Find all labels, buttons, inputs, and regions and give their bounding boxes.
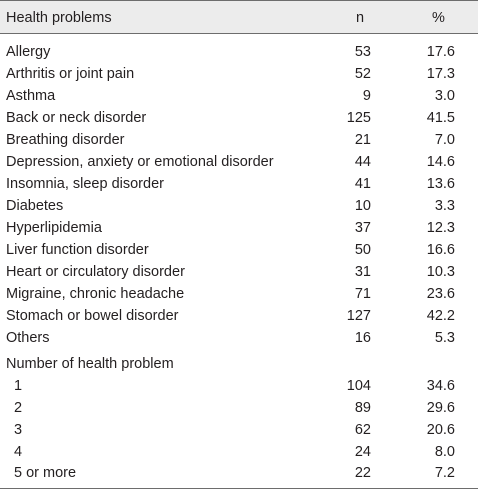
row-n: 104 bbox=[346, 378, 371, 394]
header-health-problems: Health problems bbox=[6, 10, 112, 26]
row-percent: 17.3 bbox=[426, 66, 455, 82]
row-n: 50 bbox=[354, 242, 371, 258]
row-percent: 7.0 bbox=[434, 132, 455, 148]
row-label: Breathing disorder bbox=[6, 132, 125, 148]
row-n: 21 bbox=[354, 132, 371, 148]
row-n: 53 bbox=[354, 44, 371, 60]
row-n: 31 bbox=[354, 264, 371, 280]
row-label: Others bbox=[6, 330, 50, 346]
row-n: 24 bbox=[354, 444, 371, 460]
row-percent: 16.6 bbox=[426, 242, 455, 258]
row-percent: 23.6 bbox=[426, 286, 455, 302]
row-label: Diabetes bbox=[6, 198, 64, 214]
table-header bbox=[0, 0, 478, 34]
row-percent: 20.6 bbox=[426, 422, 455, 438]
row-percent: 13.6 bbox=[426, 176, 455, 192]
row-percent: 12.3 bbox=[426, 220, 455, 236]
header-percent: % bbox=[432, 10, 445, 26]
row-percent: 8.0 bbox=[434, 444, 455, 460]
row-n: 9 bbox=[362, 88, 371, 104]
row-label: Stomach or bowel disorder bbox=[6, 308, 179, 324]
row-percent: 5.3 bbox=[434, 330, 455, 346]
row-n: 125 bbox=[346, 110, 371, 126]
row-label: 5 or more bbox=[14, 465, 77, 481]
row-n: 22 bbox=[354, 465, 371, 481]
row-label: 2 bbox=[14, 400, 23, 416]
row-percent: 14.6 bbox=[426, 154, 455, 170]
row-label: Insomnia, sleep disorder bbox=[6, 176, 164, 192]
row-percent: 3.0 bbox=[434, 88, 455, 104]
row-label: 1 bbox=[14, 378, 23, 394]
row-n: 89 bbox=[354, 400, 371, 416]
section-title-number-of-health-problem: Number of health problem bbox=[6, 356, 174, 372]
row-percent: 41.5 bbox=[426, 110, 455, 126]
row-n: 41 bbox=[354, 176, 371, 192]
row-n: 16 bbox=[354, 330, 371, 346]
row-n: 127 bbox=[346, 308, 371, 324]
row-label: Asthma bbox=[6, 88, 56, 104]
row-percent: 34.6 bbox=[426, 378, 455, 394]
row-percent: 17.6 bbox=[426, 44, 455, 60]
row-label: Depression, anxiety or emotional disorder bbox=[6, 154, 274, 170]
row-percent: 10.3 bbox=[426, 264, 455, 280]
row-n: 71 bbox=[354, 286, 371, 302]
row-n: 52 bbox=[354, 66, 371, 82]
row-label: Migraine, chronic headache bbox=[6, 286, 185, 302]
row-label: Allergy bbox=[6, 44, 51, 60]
row-n: 10 bbox=[354, 198, 371, 214]
header-n: n bbox=[356, 10, 365, 26]
row-percent: 42.2 bbox=[426, 308, 455, 324]
row-label: Arthritis or joint pain bbox=[6, 66, 135, 82]
row-label: Hyperlipidemia bbox=[6, 220, 102, 236]
row-label: Back or neck disorder bbox=[6, 110, 147, 126]
row-n: 37 bbox=[354, 220, 371, 236]
row-n: 44 bbox=[354, 154, 371, 170]
row-percent: 3.3 bbox=[434, 198, 455, 214]
row-percent: 29.6 bbox=[426, 400, 455, 416]
row-label: Liver function disorder bbox=[6, 242, 149, 258]
bottom-divider bbox=[0, 488, 478, 489]
row-percent: 7.2 bbox=[434, 465, 455, 481]
row-label: 4 bbox=[14, 444, 23, 460]
row-n: 62 bbox=[354, 422, 371, 438]
row-label: Heart or circulatory disorder bbox=[6, 264, 185, 280]
row-label: 3 bbox=[14, 422, 23, 438]
